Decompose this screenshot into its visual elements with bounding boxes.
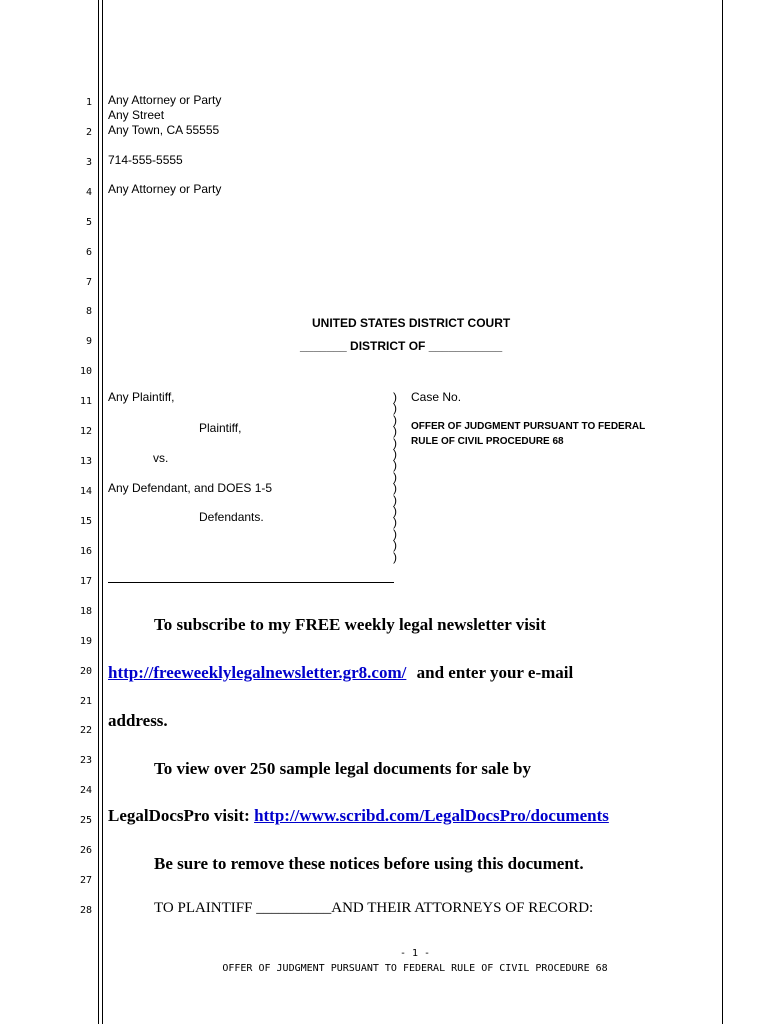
line-number: 23 bbox=[79, 755, 92, 766]
subscribe-notice: To subscribe to my FREE weekly legal newsletter visit bbox=[154, 615, 546, 634]
line-number: 26 bbox=[79, 845, 92, 856]
attorney-phone: 714-555-5555 bbox=[108, 153, 183, 167]
line-number: 20 bbox=[79, 666, 92, 677]
line-number: 16 bbox=[79, 546, 92, 557]
footer-page-number: - 1 - bbox=[399, 948, 431, 959]
line-number: 1 bbox=[85, 97, 92, 108]
attorney-name: Any Attorney or Party bbox=[108, 93, 222, 107]
line-number: 22 bbox=[79, 725, 92, 736]
line-number: 3 bbox=[85, 157, 92, 168]
line-number: 10 bbox=[79, 366, 92, 377]
line-number: 21 bbox=[79, 696, 92, 707]
attorney-street: Any Street bbox=[108, 108, 165, 122]
line-number: 7 bbox=[85, 277, 92, 288]
legaldocspro-line bbox=[108, 806, 609, 826]
line-number: 12 bbox=[79, 426, 92, 437]
court-name: UNITED STATES DISTRICT COURT bbox=[312, 316, 511, 330]
line-number: 19 bbox=[79, 636, 92, 647]
court-district: _______ DISTRICT OF ___________ bbox=[300, 339, 503, 353]
address-text: address. bbox=[108, 711, 168, 730]
right-margin-rule bbox=[722, 0, 723, 1024]
attorney-for: Any Attorney or Party bbox=[108, 182, 222, 196]
line-number: 25 bbox=[79, 815, 92, 826]
line-number: 15 bbox=[79, 516, 92, 527]
line-number: 24 bbox=[79, 785, 92, 796]
versus-label: vs. bbox=[153, 451, 169, 465]
defendant-name: Any Defendant, and DOES 1-5 bbox=[108, 481, 273, 495]
legaldocspro-label: LegalDocsPro visit: bbox=[108, 806, 250, 825]
defendant-label: Defendants. bbox=[199, 510, 264, 524]
caption-divider bbox=[108, 582, 394, 583]
footer-title: OFFER OF JUDGMENT PURSUANT TO FEDERAL RULE OF CIVIL PROCEDURE 68 bbox=[222, 963, 608, 974]
newsletter-line bbox=[108, 663, 573, 683]
line-number: 17 bbox=[79, 576, 92, 587]
line-number: 5 bbox=[85, 217, 92, 228]
line-number: 14 bbox=[79, 486, 92, 497]
left-margin-rule-inner bbox=[102, 0, 103, 1024]
line-number: 9 bbox=[85, 336, 92, 347]
remove-notice: Be sure to remove these notices before using this document. bbox=[154, 854, 584, 873]
line-number: 13 bbox=[79, 456, 92, 467]
line-number: 28 bbox=[79, 905, 92, 916]
document-title-line1: OFFER OF JUDGMENT PURSUANT TO FEDERAL bbox=[411, 421, 646, 432]
case-number-label: Case No. bbox=[411, 390, 462, 404]
line-number: 18 bbox=[79, 606, 92, 617]
line-number: 2 bbox=[85, 127, 92, 138]
plaintiff-label: Plaintiff, bbox=[199, 421, 242, 435]
enter-email-text: and enter your e-mail bbox=[416, 663, 574, 682]
plaintiff-name: Any Plaintiff, bbox=[108, 390, 175, 404]
view-samples-notice: To view over 250 sample legal documents for sale by bbox=[154, 759, 531, 778]
line-number: 27 bbox=[79, 875, 92, 886]
attorney-city: Any Town, CA 55555 bbox=[108, 123, 220, 137]
to-plaintiff-line: TO PLAINTIFF __________AND THEIR ATTORNEYS OF RECORD: bbox=[154, 900, 594, 916]
line-number: 4 bbox=[85, 187, 92, 198]
document-title-line2: RULE OF CIVIL PROCEDURE 68 bbox=[411, 436, 564, 447]
line-number: 8 bbox=[85, 306, 92, 317]
scribd-link[interactable]: http://www.scribd.com/LegalDocsPro/documents bbox=[254, 806, 609, 825]
line-number: 6 bbox=[85, 247, 92, 258]
newsletter-link[interactable]: http://freeweeklylegalnewsletter.gr8.com/ bbox=[108, 663, 407, 682]
caption-parentheses: ) ) ) ) ) ) ) ) ) ) ) ) ) ) ) bbox=[393, 390, 397, 564]
left-margin-rule-outer bbox=[98, 0, 99, 1024]
line-number: 11 bbox=[79, 396, 92, 407]
